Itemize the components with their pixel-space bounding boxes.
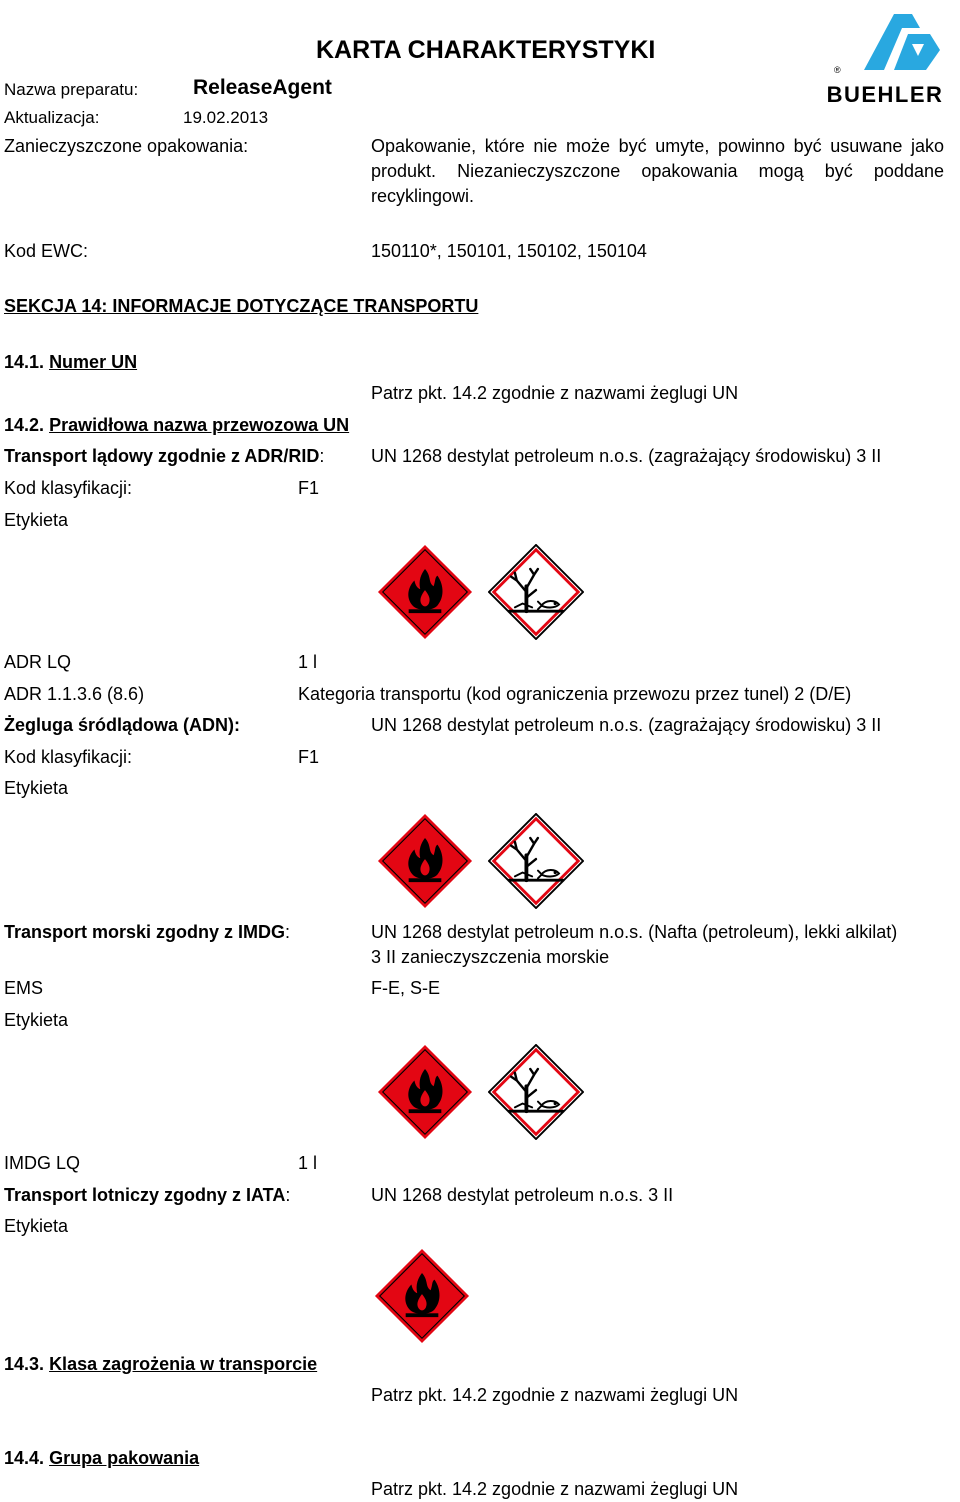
- adr-lq-value: 1 l: [298, 652, 318, 672]
- adr-label-etykieta: Etykieta: [4, 510, 69, 530]
- s142-number: 14.2.: [4, 415, 45, 435]
- imdg-ems-value: F-E, S-E: [371, 978, 441, 998]
- document-title: KARTA CHARAKTERYSTYKI: [316, 36, 656, 64]
- product-name: ReleaseAgent: [193, 76, 332, 99]
- environment-pictogram: [488, 544, 584, 640]
- flammable-pictogram: [377, 813, 473, 909]
- adn-value: UN 1268 destylat petroleum n.o.s. (zagrażający środowisku) 3 II: [371, 715, 882, 735]
- buehler-logo-mark-icon: [812, 10, 958, 106]
- product-name-label: Nazwa preparatu:: [4, 80, 139, 99]
- ewc-value: 150110*, 150101, 150102, 150104: [371, 241, 647, 261]
- s144-title: Grupa pakowania: [49, 1448, 200, 1468]
- iata-label: [4, 1185, 290, 1206]
- s143-number: 14.3.: [4, 1354, 45, 1374]
- s144-number: 14.4.: [4, 1448, 45, 1468]
- s142-heading: [4, 415, 349, 436]
- s144-value: Patrz pkt. 14.2 zgodnie z nazwami żeglugi UN: [371, 1479, 739, 1499]
- iata-value: UN 1268 destylat petroleum n.o.s. 3 II: [371, 1185, 674, 1205]
- adr-class-label: Kod klasyfikacji:: [4, 478, 133, 498]
- flammable-pictogram: [374, 1248, 470, 1344]
- adr-value: UN 1268 destylat petroleum n.o.s. (zagrażający środowisku) 3 II: [371, 446, 882, 466]
- iata-label-etykieta: Etykieta: [4, 1216, 69, 1236]
- logo-text: BUEHLER: [826, 82, 944, 106]
- s141-heading: [4, 352, 137, 373]
- imdg-label-colon: :: [285, 922, 291, 942]
- imdg-ems-label: EMS: [4, 978, 44, 998]
- imdg-label-etykieta: Etykieta: [4, 1010, 69, 1030]
- packaging-label: Zanieczyszczone opakowania:: [4, 136, 249, 156]
- section-14-title: SEKCJA 14: INFORMACJE DOTYCZĄCE TRANSPORTU: [4, 296, 479, 316]
- packaging-text: Opakowanie, które nie może być umyte, powinno być usuwane jako produkt. Niezanieczyszczone opakowania mogą być poddane recyklingowi.: [371, 136, 944, 206]
- environment-pictogram: [488, 813, 584, 909]
- imdg-value-line2: 3 II zanieczyszczenia morskie: [371, 947, 610, 967]
- adr-lq-label: ADR LQ: [4, 652, 72, 672]
- s141-number: 14.1.: [4, 352, 45, 372]
- s141-value: Patrz pkt. 14.2 zgodnie z nazwami żeglugi UN: [371, 383, 739, 403]
- iata-label-colon: :: [285, 1185, 291, 1205]
- logo-registered-mark: ®: [834, 65, 841, 75]
- imdg-label: [4, 922, 290, 943]
- dead-tree-fish-icon: [488, 544, 584, 640]
- flame-icon: [377, 1044, 473, 1140]
- imdg-lq-value: 1 l: [298, 1153, 318, 1173]
- s143-title: Klasa zagrożenia w transporcie: [49, 1354, 318, 1374]
- adn-class-value: F1: [298, 747, 320, 767]
- dead-tree-fish-icon: [488, 813, 584, 909]
- flammable-pictogram: [377, 544, 473, 640]
- adn-class-label: Kod klasyfikacji:: [4, 747, 133, 767]
- ewc-label: Kod EWC:: [4, 241, 89, 261]
- flame-icon: [374, 1248, 470, 1344]
- s143-value: Patrz pkt. 14.2 zgodnie z nazwami żeglugi UN: [371, 1385, 739, 1405]
- imdg-lq-label: IMDG LQ: [4, 1153, 81, 1173]
- adr-label-colon: :: [319, 446, 325, 466]
- update-date: 19.02.2013: [183, 108, 269, 127]
- flammable-pictogram: [377, 1044, 473, 1140]
- buehler-logo: [812, 10, 958, 106]
- adn-label-etykieta: Etykieta: [4, 778, 69, 798]
- adr-ref-value: Kategoria transportu (kod ograniczenia przewozu przez tunel) 2 (D/E): [298, 684, 852, 704]
- dead-tree-fish-icon: [488, 1044, 584, 1140]
- adr-label-text: Transport lądowy zgodnie z ADR/RID: [4, 446, 320, 466]
- s142-title: Prawidłowa nazwa przewozowa UN: [49, 415, 350, 435]
- adr-label: [4, 446, 324, 467]
- adr-class-value: F1: [298, 478, 320, 498]
- environment-pictogram: [488, 1044, 584, 1140]
- s144-heading: [4, 1448, 199, 1469]
- imdg-value-line1: UN 1268 destylat petroleum n.o.s. (Nafta (petroleum), lekki alkilat): [371, 922, 898, 942]
- update-label: Aktualizacja:: [4, 108, 100, 127]
- s143-heading: [4, 1354, 317, 1375]
- adr-ref-label: ADR 1.1.3.6 (8.6): [4, 684, 145, 704]
- iata-label-text: Transport lotniczy zgodny z IATA: [4, 1185, 286, 1205]
- flame-icon: [377, 813, 473, 909]
- s141-title: Numer UN: [49, 352, 138, 372]
- flame-icon: [377, 544, 473, 640]
- adn-label: Żegluga śródlądowa (ADN):: [4, 715, 241, 735]
- imdg-label-text: Transport morski zgodny z IMDG: [4, 922, 286, 942]
